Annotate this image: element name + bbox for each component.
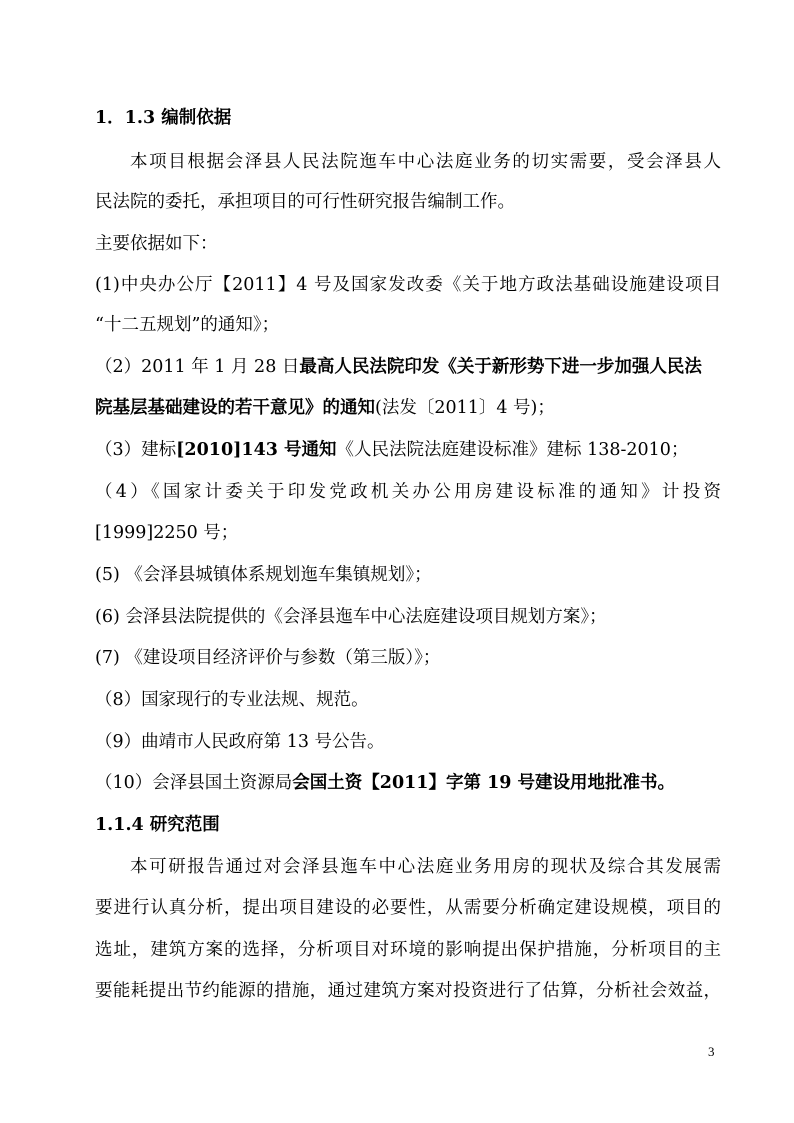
basis-item-3-bold: [2010]143 号通知	[176, 440, 337, 460]
page-number: 3	[708, 1044, 715, 1059]
basis-item-5: (5) 《会泽县城镇体系规划迤车集镇规划》；	[95, 565, 432, 585]
scope-para-line-4: 要能耗提出节约能源的措施，通过建筑方案对投资进行了估算，分析社会效益，	[95, 981, 721, 1001]
basis-item-9: （9）曲靖市人民政府第 13 号公告。	[95, 732, 385, 752]
basis-title: 主要依据如下：	[95, 234, 218, 254]
scope-para-line-2: 要进行认真分析，提出项目建设的必要性，从需要分析确定建设规模，项目的	[95, 898, 721, 918]
basis-item-3-prefix: （3）建标	[95, 440, 177, 460]
intro-line-1: 本项目根据会泽县人民法院迤车中心法庭业务的切实需要，受会泽县人	[130, 152, 721, 172]
basis-item-4-line-2: [1999]2250 号；	[95, 523, 239, 543]
basis-item-4-line-1: （4）《国家计委关于印发党政机关办公用房建设标准的通知》计投资	[95, 482, 721, 502]
basis-item-6: (6) 会泽县法院提供的《会泽县迤车中心法庭建设项目规划方案》；	[95, 607, 607, 627]
basis-item-2-line-2	[95, 396, 555, 420]
basis-item-8: （8）国家现行的专业法规、规范。	[95, 690, 369, 710]
basis-item-2-date: （2）2011 年 1 月 28 日	[95, 357, 300, 377]
basis-item-10	[95, 771, 675, 795]
basis-item-1-line-1: (1)中央办公厅【2011】4 号及国家发改委《关于地方政法基础设施建设项目	[95, 275, 721, 295]
basis-item-2-line-1	[95, 355, 702, 379]
basis-item-2-doc-number: (法发〔2011〕4 号)；	[375, 398, 555, 418]
basis-item-10-prefix: （10）会泽县国土资源局	[95, 773, 293, 793]
basis-item-10-bold: 会国土资【2011】字第 19 号建设用地批准书。	[292, 773, 676, 793]
basis-item-3	[95, 438, 688, 462]
intro-line-2: 民法院的委托，承担项目的可行性研究报告编制工作。	[95, 192, 515, 212]
section-heading-1-1-4: 1.1.4 研究范围	[95, 815, 220, 835]
section-heading-1-1-3: 1．1.3 编制依据	[95, 108, 232, 128]
scope-para-line-3: 选址，建筑方案的选择，分析项目对环境的影响提出保护措施，分析项目的主	[95, 940, 721, 960]
basis-item-2-title-bold: 最高人民法院印发《关于新形势下进一步加强人民法	[299, 357, 702, 377]
basis-item-1-line-2: “十二五规划”的通知》；	[95, 315, 280, 335]
scope-para-line-1: 本可研报告通过对会泽县迤车中心法庭业务用房的现状及综合其发展需	[130, 857, 721, 877]
basis-item-7: (7) 《建设项目经济评价与参数（第三版）》；	[95, 648, 441, 668]
basis-item-2-title-bold-cont: 院基层基础建设的若干意见》的通知	[95, 398, 375, 418]
basis-item-3-title: 《人民法院法庭建设标准》建标 138-2010；	[336, 440, 689, 460]
